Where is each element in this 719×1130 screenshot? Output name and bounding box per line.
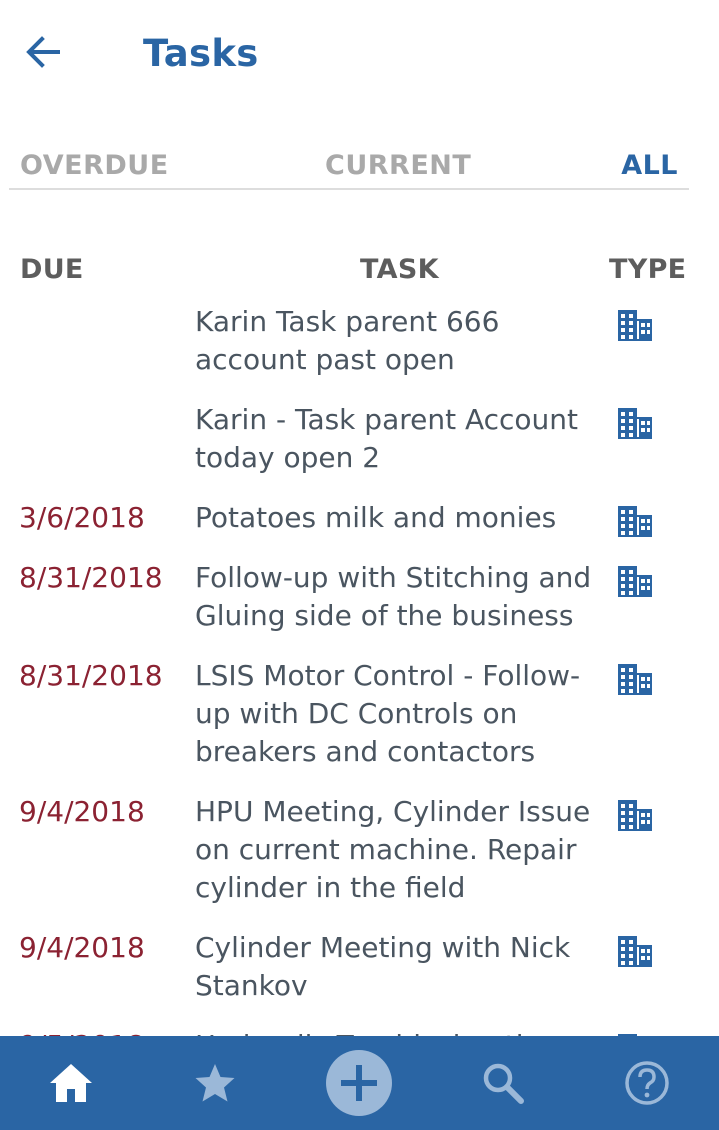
page-title: Tasks [143, 32, 259, 75]
filter-tabs [9, 150, 689, 190]
task-title: HPU Meeting, Cylinder Issue on current machine. Repair cylinder in the field [195, 795, 591, 904]
due-date: 9/4/2018 [19, 931, 145, 964]
building-icon [617, 504, 653, 538]
table-row[interactable] [0, 396, 719, 494]
nav-add-button[interactable] [299, 1036, 419, 1130]
nav-help-button[interactable] [587, 1036, 707, 1130]
add-icon [325, 1049, 393, 1117]
building-icon [617, 662, 653, 696]
table-row[interactable] [0, 494, 719, 554]
task-title: LSIS Motor Control - Follow-up with DC Controls on breakers and contactors [195, 659, 581, 768]
due-date: 8/31/2018 [19, 659, 163, 692]
nav-favorites-button[interactable] [155, 1036, 275, 1130]
nav-home-button[interactable] [11, 1036, 131, 1130]
help-icon [624, 1060, 670, 1106]
building-icon [617, 564, 653, 598]
building-icon [617, 934, 653, 968]
task-title: Karin - Task parent Account today open 2 [195, 403, 579, 474]
column-header-due[interactable]: DUE [20, 254, 84, 285]
table-row[interactable] [0, 788, 719, 924]
tab-current[interactable]: CURRENT [325, 150, 472, 181]
table-row[interactable] [0, 554, 719, 652]
building-icon [617, 798, 653, 832]
task-title: Cylinder Meeting with Nick Stankov [195, 931, 571, 1002]
arrow-left-icon [22, 30, 66, 74]
building-icon [617, 406, 653, 440]
task-title: Potatoes milk and monies [195, 501, 557, 534]
app-header [0, 0, 719, 110]
nav-search-button[interactable] [443, 1036, 563, 1130]
search-icon [481, 1061, 525, 1105]
back-button[interactable] [22, 30, 66, 74]
task-list[interactable] [0, 298, 719, 1014]
table-row[interactable] [0, 924, 719, 1022]
due-date: 3/6/2018 [19, 501, 145, 534]
star-icon [193, 1061, 237, 1105]
table-row[interactable] [0, 652, 719, 788]
building-icon [617, 308, 653, 342]
column-header-task[interactable]: TASK [360, 254, 439, 285]
home-icon [48, 1061, 94, 1105]
due-date: 9/4/2018 [19, 795, 145, 828]
task-title: Follow-up with Stitching and Gluing side of the business [195, 561, 592, 632]
tab-overdue[interactable]: OVERDUE [20, 150, 169, 181]
tab-all[interactable]: ALL [621, 150, 678, 181]
due-date: 8/31/2018 [19, 561, 163, 594]
table-row[interactable] [0, 298, 719, 396]
task-title: Karin Task parent 666 account past open [195, 305, 500, 376]
bottom-nav [0, 1036, 719, 1130]
column-header-type[interactable]: TYPE [609, 254, 687, 285]
